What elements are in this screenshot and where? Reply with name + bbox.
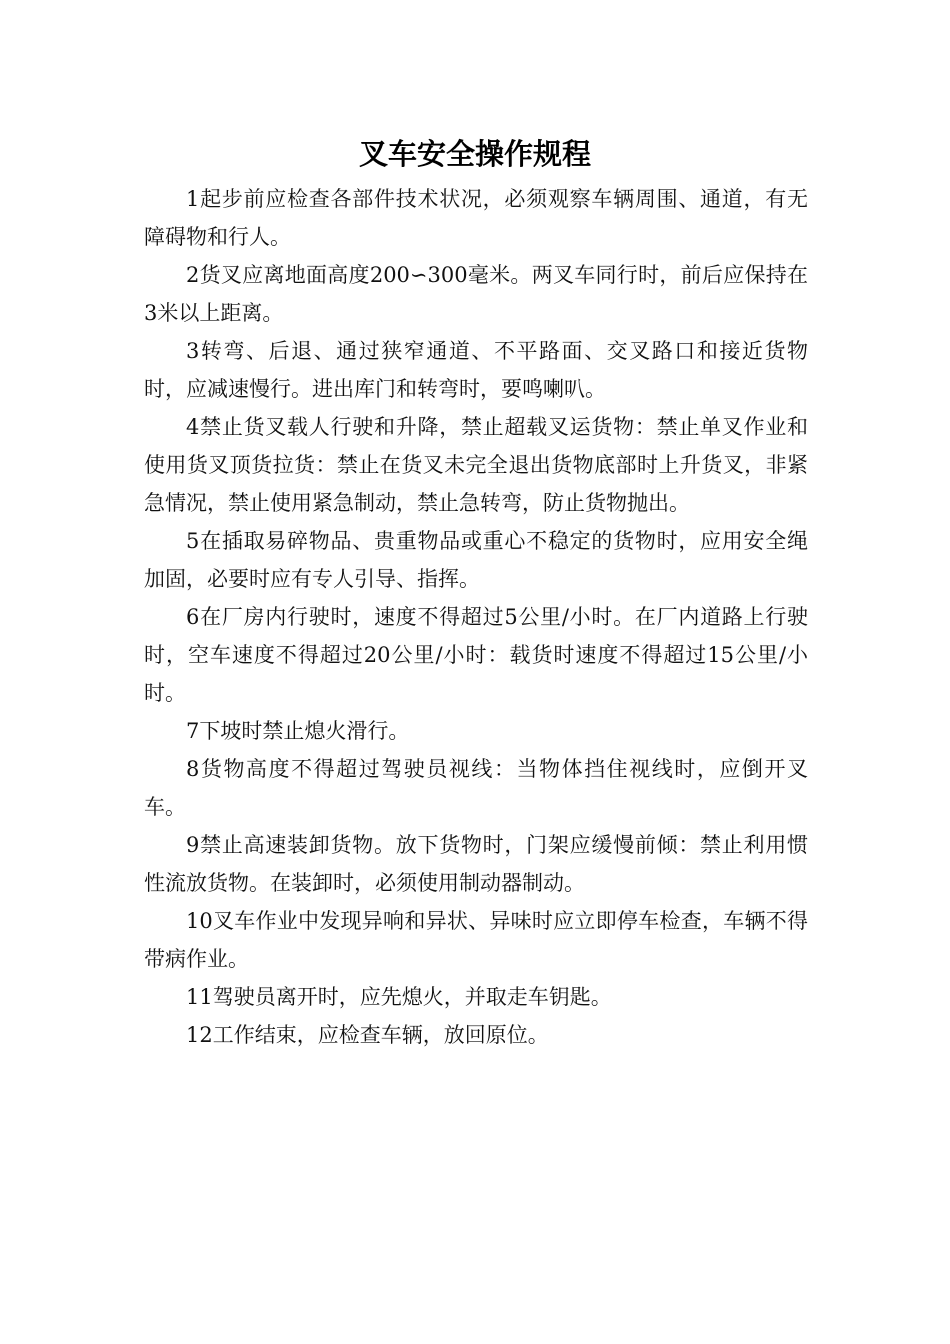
paragraph-5: 5在插取易碎物品、贵重物品或重心不稳定的货物时，应用安全绳加固，必要时应有专人引导、指挥。 [144,529,808,591]
page-title: 叉车安全操作规程 [358,137,591,171]
paragraph-6: 6在厂房内行驶时，速度不得超过5公里/小时。在厂内道路上行驶时，空车速度不得超过20公里/小时：载货时速度不得超过15公里/小时。 [144,605,808,705]
paragraph-10: 10叉车作业中发现异响和异状、异味时应立即停车检查，车辆不得带病作业。 [144,909,808,971]
paragraph-9: 9禁止高速装卸货物。放下货物时，门架应缓慢前倾：禁止利用惯性流放货物。在装卸时，必须使用制动器制动。 [144,833,808,895]
paragraph-2: 2货叉应离地面高度200∽300毫米。两叉车同行时，前后应保持在3米以上距离。 [144,263,808,325]
paragraph-12: 12工作结束，应检查车辆，放回原位。 [186,1023,549,1047]
paragraph-4: 4禁止货叉载人行驶和升降，禁止超载叉运货物：禁止单叉作业和使用货叉顶货拉货：禁止在货叉未完全退出货物底部时上升货叉，非紧急情况，禁止使用紧急制动，禁止急转弯，防止货物抛出。 [144,415,808,515]
document-body [144,180,808,1054]
paragraph-1: 1起步前应检查各部件技术状况，必须观察车辆周围、通道，有无障碍物和行人。 [144,187,808,249]
paragraph-11: 11驾驶员离开时，应先熄火，并取走车钥匙。 [186,985,612,1009]
paragraph-8: 8货物高度不得超过驾驶员视线：当物体挡住视线时，应倒开叉车。 [144,757,808,819]
paragraph-7: 7下坡时禁止熄火滑行。 [186,719,410,743]
paragraph-3: 3转弯、后退、通过狭窄通道、不平路面、交叉路口和接近货物时，应减速慢行。进出库门和转弯时，要鸣喇叭。 [144,339,808,401]
